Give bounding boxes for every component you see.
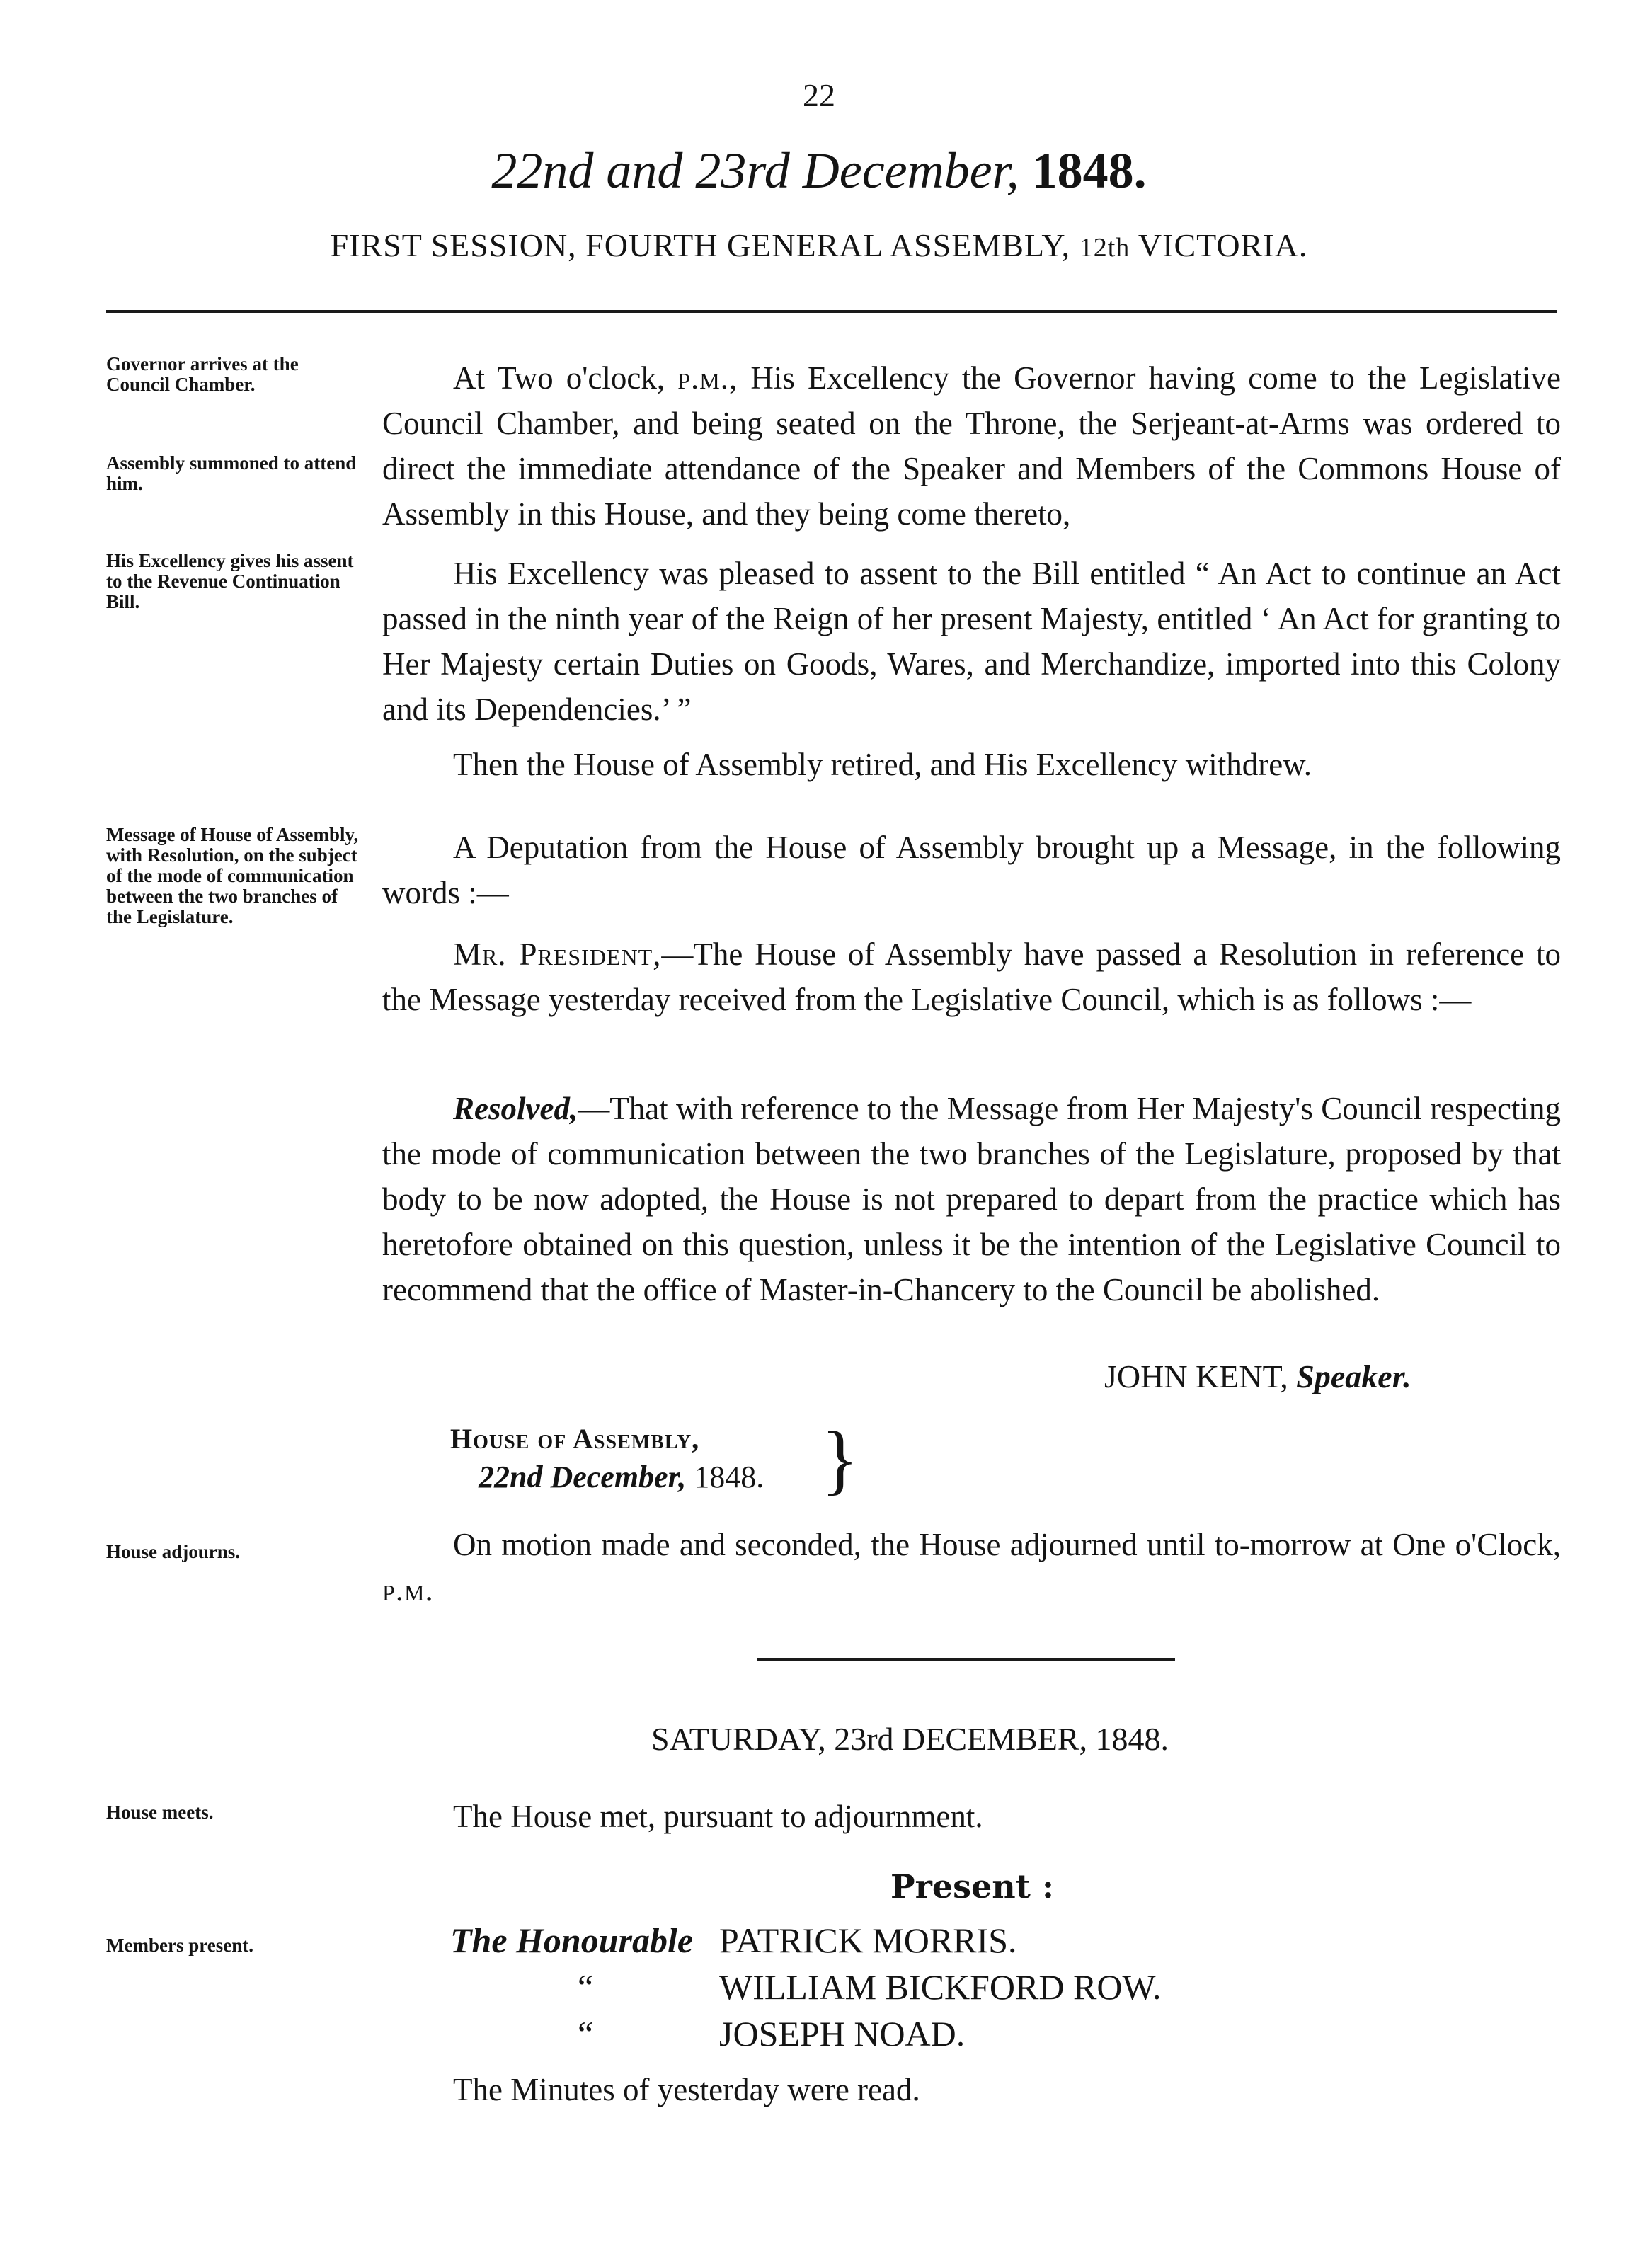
margin-note-assent: His Excellency gives his assent to the Revenue Continuation Bill. xyxy=(106,550,354,612)
p5-president: Mr. President, xyxy=(453,937,662,972)
member-name-3: JOSEPH NOAD. xyxy=(719,2014,966,2054)
p2-text: His Excellency was pleased to assent to the Bill entitled “ An Act to continue an Act passed in the ninth year of the Reign of her present Majesty, entitled ‘ An Act for granting to Her Majesty certain Duties on Goods, Wares, and Merchandize, imported into this Colony and its Dependencies.’ ” xyxy=(382,556,1561,727)
date-day1: 22nd xyxy=(491,142,594,199)
page-number: 22 xyxy=(803,77,835,113)
date-year: 1848. xyxy=(1031,142,1147,199)
signature-name: JOHN KENT, xyxy=(1104,1358,1288,1394)
margin-note-message: Message of House of Assembly, with Resolution, on the subject of the mode of communication between the two branches of the Legislature. xyxy=(106,824,359,927)
members-list xyxy=(450,1917,1162,2057)
p8-text: The House met, pursuant to adjournment. xyxy=(453,1799,983,1834)
present-heading: Present : xyxy=(890,1867,1054,1906)
dateline-brace: } xyxy=(821,1416,859,1502)
margin-note-governor-arrives: Governor arrives at the Council Chamber. xyxy=(106,353,299,395)
p1-pm: p.m., xyxy=(677,360,738,396)
paragraph-assent xyxy=(382,551,1561,732)
margin-note-assembly-summoned: Assembly summoned to attend him. xyxy=(106,452,357,494)
p1-text-b: His Excellency the Governor having come to the Legislative Council Chamber, and being seated on the Throne, the Serjeant-at-Arms was ordered to direct the immediate attendance of the Speaker and Members of the Commons House of Assembly in this House, and they being come thereto, xyxy=(382,360,1561,532)
p6-resolved: Resolved, xyxy=(453,1091,578,1126)
dateline-date-row xyxy=(450,1458,764,1496)
paragraph-adjourns xyxy=(382,1522,1561,1613)
ditto-mark-1: “ xyxy=(578,1967,594,2007)
p5-text: —The House of Assembly have passed a Resolution in reference to the Message yesterday received from the Legislative Council, which is as follows :— xyxy=(382,937,1561,1017)
dateline-house: House of Assembly, xyxy=(450,1423,700,1455)
date-day2: 23rd xyxy=(695,142,790,199)
p6-text: —That with reference to the Message from Her Majesty's Council respecting the mode of communication between the two branches of the Legislature, proposed by that body to be now adopted, the House is not prepared to depart from the practice which has heretofore obtained on this question, unless it be the intention of the Legislative Council to recommend that the office of Master-in-Chancery to the Council be abolished. xyxy=(382,1091,1561,1307)
member-name-2: WILLIAM BICKFORD ROW. xyxy=(719,1967,1162,2007)
p7-pm: p.m. xyxy=(382,1572,434,1608)
member-name-1: PATRICK MORRIS. xyxy=(719,1920,1017,1960)
p4-text: A Deputation from the House of Assembly brought up a Message, in the following words :— xyxy=(382,830,1561,910)
margin-note-meets: House meets. xyxy=(106,1802,214,1823)
session-suffix: VICTORIA. xyxy=(1138,227,1308,263)
header-rule xyxy=(106,310,1557,313)
session-regnal: 12th xyxy=(1079,233,1130,263)
paragraph-minutes xyxy=(382,2067,1561,2112)
session-heading xyxy=(0,227,1638,264)
p1-text-a: At Two o'clock, xyxy=(453,360,665,396)
paragraph-house-met xyxy=(382,1794,1561,1839)
dateline-year: 1848. xyxy=(694,1460,764,1494)
saturday-heading: SATURDAY, 23rd DECEMBER, 1848. xyxy=(651,1721,1169,1757)
date-and: and xyxy=(606,142,683,199)
paragraph-resolved xyxy=(382,1086,1561,1312)
p9-text: The Minutes of yesterday were read. xyxy=(453,2072,920,2107)
session-prefix: FIRST SESSION, FOURTH GENERAL ASSEMBLY, xyxy=(330,227,1071,263)
member-row-1 xyxy=(450,1917,1162,1964)
dateline-date: 22nd December, xyxy=(479,1460,687,1494)
ditto-mark-2: “ xyxy=(578,2014,594,2054)
member-row-3 xyxy=(450,2010,1162,2057)
dateline xyxy=(450,1420,764,1496)
paragraph-deputation xyxy=(382,825,1561,915)
paragraph-governor-arrives xyxy=(382,355,1561,537)
paragraph-withdrew xyxy=(382,742,1561,787)
paragraph-president xyxy=(382,932,1561,1022)
date-month: December, xyxy=(802,142,1019,199)
margin-note-adjourns: House adjourns. xyxy=(106,1541,241,1562)
margin-note-members-present: Members present. xyxy=(106,1935,253,1956)
section-rule xyxy=(757,1658,1175,1661)
signature xyxy=(1104,1358,1411,1395)
signature-title: Speaker. xyxy=(1296,1358,1411,1394)
p7-text: On motion made and seconded, the House adjourned until to-morrow at One o'Clock, xyxy=(453,1527,1561,1562)
member-row-2 xyxy=(450,1964,1162,2010)
p3-text: Then the House of Assembly retired, and His Excellency withdrew. xyxy=(453,747,1312,782)
date-heading xyxy=(0,142,1638,200)
honourable-label: The Honourable xyxy=(450,1920,694,1960)
